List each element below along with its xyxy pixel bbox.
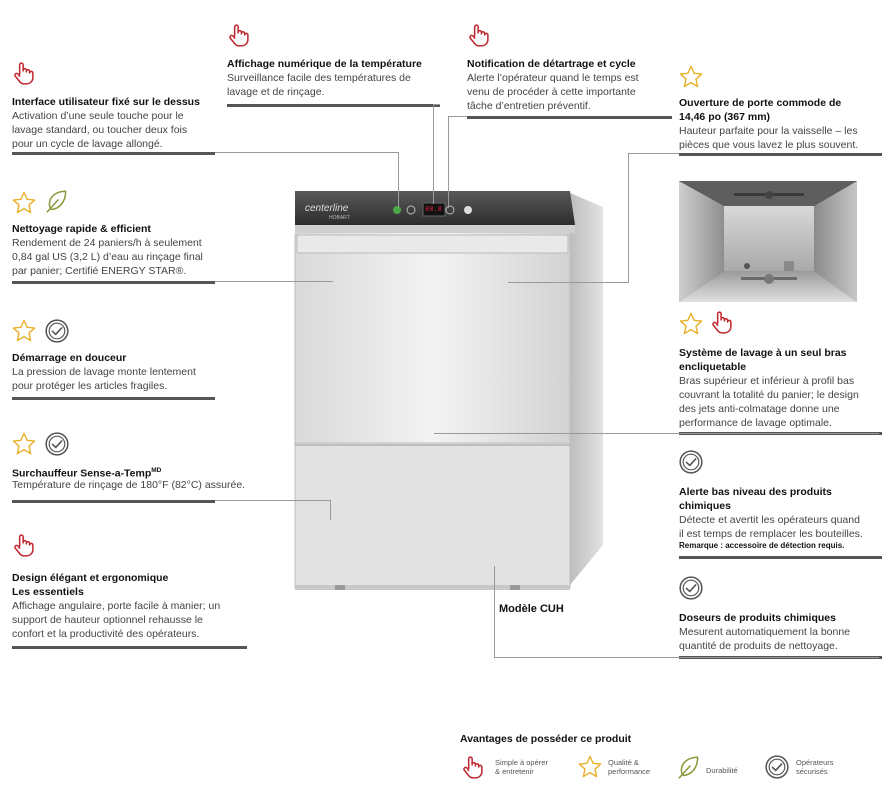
divider — [12, 500, 215, 503]
alerte-title: Alerte bas niveau des produits chimiques — [679, 486, 832, 512]
brand-logo: centerline — [305, 203, 349, 214]
lavage-title: Système de lavage à un seul bras encliquetable — [679, 347, 847, 373]
star-icon — [678, 311, 704, 337]
demarrage-desc: La pression de lavage monte lentement pour protéger les articles fragiles. — [12, 366, 196, 392]
connector-line — [508, 282, 629, 283]
dishwasher-interior-photo — [679, 181, 857, 302]
doseurs-title: Doseurs de produits chimiques — [679, 612, 836, 624]
hand-icon — [11, 532, 37, 558]
check-icon — [764, 754, 790, 780]
design-title: Design élégant et ergonomique Les essentiels — [12, 572, 169, 598]
star-icon — [11, 190, 37, 216]
alerte-note: Remarque : accessoire de détection requis. — [679, 541, 845, 550]
connector-line — [215, 281, 333, 282]
divider — [12, 281, 215, 284]
check-icon — [678, 449, 704, 475]
connector-line — [215, 500, 330, 501]
hand-icon — [709, 309, 735, 335]
brand-sub: HOBART — [329, 215, 350, 221]
leaf-icon — [676, 754, 702, 780]
connector-line — [433, 104, 434, 204]
divider — [467, 116, 672, 119]
legend-label: Simple à opérer & entretenir — [495, 758, 548, 776]
leaf-icon — [44, 188, 70, 214]
legend-label: Durabilité — [706, 766, 738, 775]
model-label: Modèle CUH — [499, 603, 564, 615]
divider — [679, 153, 882, 156]
doseurs-desc: Mesurent automatiquement la bonne quantité de produits de nettoyage. — [679, 626, 851, 652]
legend-title: Avantages de posséder ce produit — [460, 733, 632, 745]
connector-line — [330, 500, 331, 520]
interface-title: Interface utilisateur fixé sur le dessus — [12, 96, 200, 108]
legend-label: Opérateurs sécurisés — [796, 758, 834, 776]
connector-line — [398, 152, 399, 207]
divider — [12, 397, 215, 400]
nettoyage-desc: Rendement de 24 paniers/h à seulement 0,84 gal US (3,2 L) d’eau au rinçage final par panier; Certifié ENERGY STAR®. — [12, 237, 203, 277]
design-desc: Affichage angulaire, porte facile à manier; un support de hauteur optionnel rehausse le confort et la productivité des opérateurs. — [12, 600, 221, 640]
temperature-desc: Surveillance facile des températures de lavage et de rinçage. — [227, 72, 411, 98]
demarrage-title: Démarrage en douceur — [12, 352, 127, 364]
check-icon — [44, 318, 70, 344]
hand-icon — [11, 60, 37, 86]
notification-title: Notification de détartrage et cycle — [467, 58, 636, 70]
connector-line — [433, 104, 440, 105]
star-icon — [11, 318, 37, 344]
interface-desc: Activation d’une seule touche pour le lavage standard, ou toucher deux fois pour un cycle de lavage allongé. — [12, 110, 188, 150]
temperature-display: 88.8 — [425, 205, 442, 213]
connector-line — [628, 153, 679, 154]
door-title: Ouverture de porte commode de 14,46 po (367 mm) — [679, 97, 842, 123]
connector-line — [448, 116, 467, 117]
connector-line — [494, 566, 495, 657]
legend-label: Qualité & performance — [608, 758, 651, 776]
check-icon — [44, 431, 70, 457]
door-desc: Hauteur parfaite pour la vaisselle – les pièces que vous lavez le plus souvent. — [679, 125, 859, 151]
dishwasher-illustration — [285, 185, 605, 605]
check-icon — [678, 575, 704, 601]
connector-line — [448, 116, 449, 208]
divider — [679, 556, 882, 559]
divider — [12, 646, 247, 649]
connector-line — [434, 433, 879, 434]
divider — [12, 152, 215, 155]
connector-line — [628, 153, 629, 282]
hand-icon — [460, 754, 486, 780]
hand-icon — [466, 22, 492, 48]
nettoyage-title: Nettoyage rapide & efficient — [12, 223, 151, 235]
lavage-desc: Bras supérieur et inférieur à profil bas couvrant la totalité du panier; le design des jets anti-colmatage donne une performance de lavage optimale. — [679, 375, 859, 429]
surchauffeur-title: Surchauffeur Sense-a-Temp$^{MD}$ — [12, 467, 162, 480]
hand-icon — [226, 22, 252, 48]
notification-desc: Alerte l’opérateur quand le temps est venu de procéder à cette importante tâche d’entretien préventif. — [467, 72, 639, 112]
connector-line — [494, 657, 879, 658]
star-icon — [577, 754, 603, 780]
surchauffeur-desc: Température de rinçage de 180°F (82°C) assurée. — [12, 479, 246, 491]
star-icon — [11, 431, 37, 457]
temperature-title: Affichage numérique de la température — [227, 58, 422, 70]
alerte-desc: Détecte et avertit les opérateurs quand il est temps de remplacer les bouteilles. — [679, 514, 863, 540]
star-icon — [678, 64, 704, 90]
connector-line — [215, 152, 398, 153]
divider — [227, 104, 440, 107]
